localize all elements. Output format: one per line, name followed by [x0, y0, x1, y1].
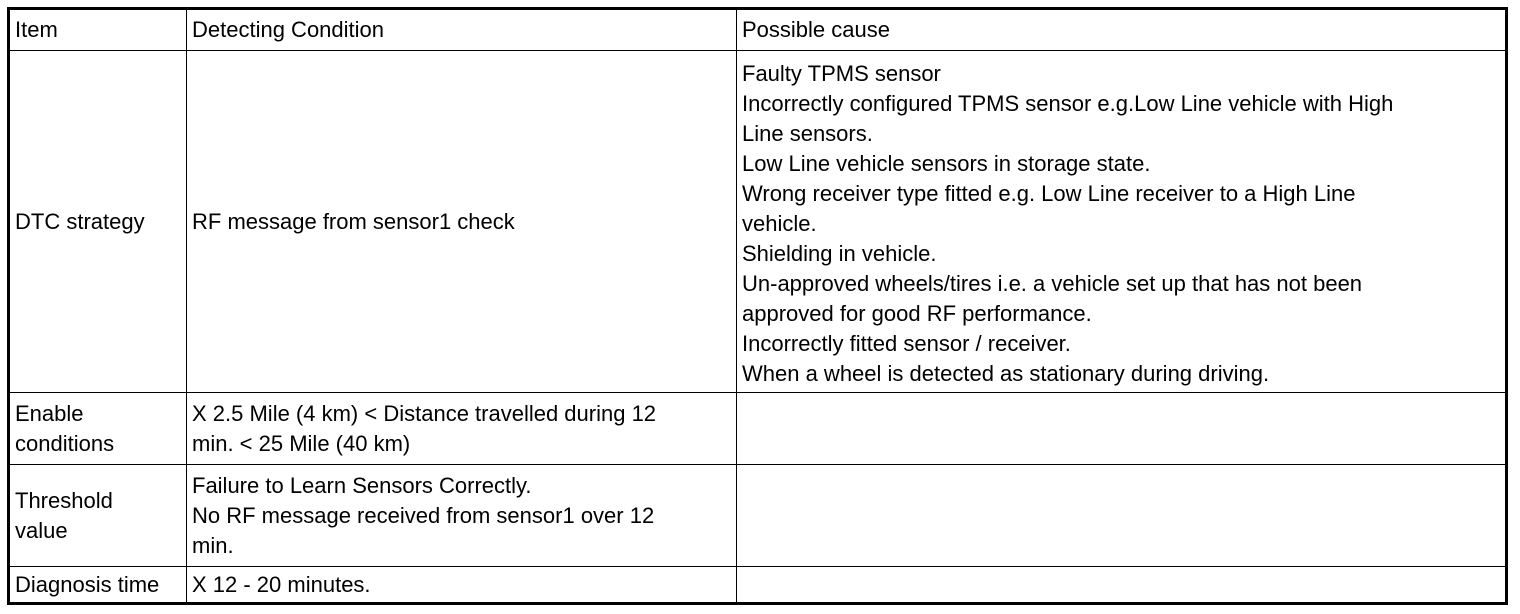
table-row-dtc-strategy [9, 51, 1507, 393]
cause-cell [737, 51, 1507, 393]
table-row-diagnosis-time [9, 567, 1507, 604]
header-detecting-condition: Detecting Condition [187, 9, 737, 51]
header-item: Item [9, 9, 187, 51]
header-possible-cause: Possible cause [737, 9, 1507, 51]
dtc-info-table [7, 7, 1508, 605]
table-row-enable-conditions [9, 393, 1507, 465]
item-cell: Diagnosis time [9, 567, 187, 604]
detecting-line: X 12 - 20 minutes. [192, 571, 371, 597]
cause-cell [737, 567, 1507, 604]
cause-line: Incorrectly fitted sensor / receiver. [742, 331, 1071, 356]
cause-line: Line sensors. [742, 121, 873, 146]
detecting-line: min. < 25 Mile (40 km) [192, 430, 411, 456]
cause-line: Faulty TPMS sensor [742, 61, 941, 86]
cause-line: Wrong receiver type fitted e.g. Low Line receiver to a High Line [742, 181, 1356, 206]
item-cell [9, 465, 187, 567]
item-cell [9, 393, 187, 465]
cause-line: vehicle. [742, 211, 817, 236]
cause-line: Low Line vehicle sensors in storage state. [742, 151, 1151, 176]
item-line: conditions [15, 430, 115, 456]
item-line: Enable [15, 400, 84, 426]
detecting-line: Failure to Learn Sensors Correctly. [192, 472, 532, 498]
detecting-cell [187, 393, 737, 465]
detecting-cell [187, 465, 737, 567]
item-line: value [15, 517, 68, 543]
detecting-line: min. [192, 532, 234, 558]
detecting-line: RF message from sensor1 check [192, 208, 515, 234]
cause-line: Shielding in vehicle. [742, 241, 937, 266]
detecting-line: X 2.5 Mile (4 km) < Distance travelled during 12 [192, 400, 657, 426]
header-row [9, 9, 1507, 51]
table-row-threshold-value [9, 465, 1507, 567]
detecting-cell [187, 51, 737, 393]
item-line: Threshold [15, 487, 113, 513]
cause-line: Un-approved wheels/tires i.e. a vehicle set up that has not been [742, 271, 1363, 296]
item-cell: DTC strategy [9, 51, 187, 393]
detecting-line: No RF message received from sensor1 over 12 [192, 502, 655, 528]
cause-cell [737, 465, 1507, 567]
detecting-cell [187, 567, 737, 604]
cause-line: Incorrectly configured TPMS sensor e.g.Low Line vehicle with High [742, 91, 1394, 116]
cause-line: When a wheel is detected as stationary during driving. [742, 361, 1270, 386]
cause-cell [737, 393, 1507, 465]
cause-line: approved for good RF performance. [742, 301, 1092, 326]
